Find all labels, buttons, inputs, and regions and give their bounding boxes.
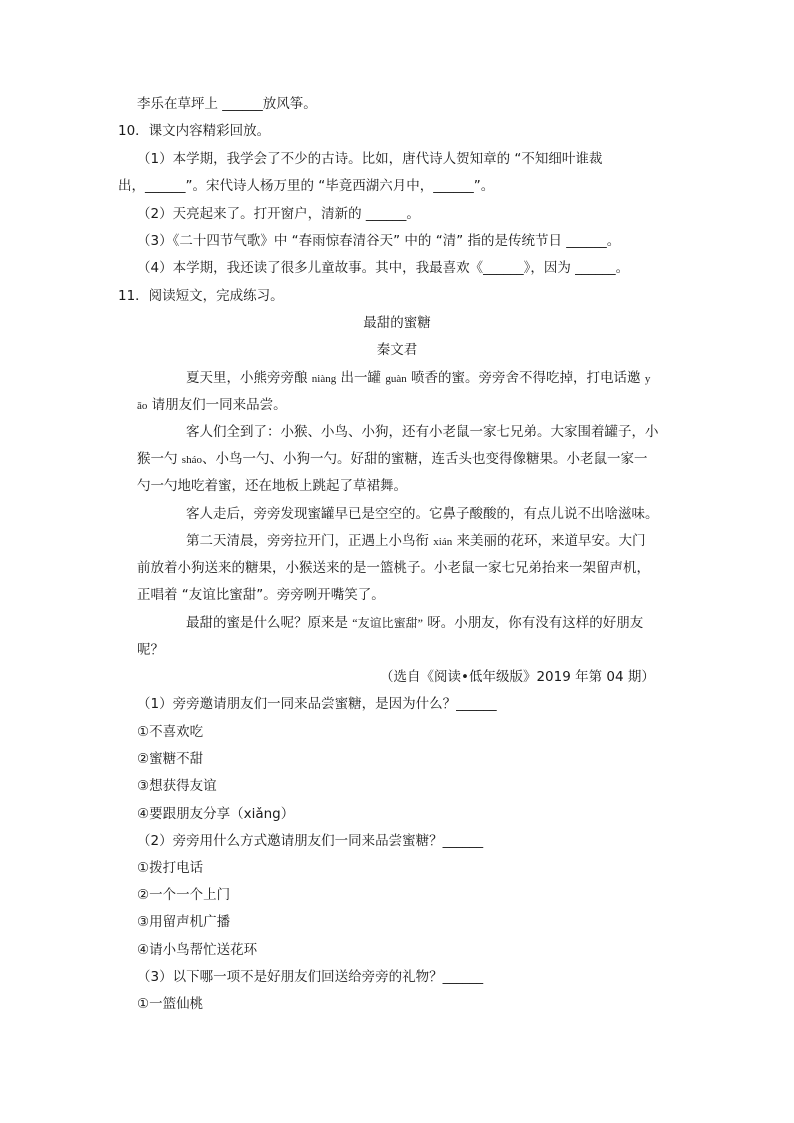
q10-part1-line2: 出，______”。宋代诗人杨万里的 “毕竟西湖六月中，______”。: [118, 178, 495, 194]
sub-question-1: （1）旁旁邀请朋友们一同来品尝蜜糖，是因为什么？______: [137, 696, 497, 712]
passage-title: 最甜的蜜糖: [363, 315, 431, 331]
passage-para5-line2: 呢？: [137, 642, 164, 658]
sub1-option-3: ③想获得友谊: [137, 778, 217, 794]
passage-source: （选自《阅读•低年级版》2019 年第 04 期）: [380, 669, 655, 685]
q10-part3: （3）《二十四节气歌》中 “春雨惊春清谷天” 中的 “清” 指的是传统节日 ______。: [137, 233, 621, 249]
sub2-option-3: ③用留声机广播: [137, 914, 231, 930]
sub3-option-1: ①一篮仙桃: [137, 996, 204, 1012]
passage-para4-line2: 前放着小狗送来的糖果，小猴送来的是一篮桃子。小老鼠一家七兄弟抬来一架留声机，: [137, 560, 650, 576]
pinyin-annotation: guàn: [385, 373, 407, 385]
question-11-heading: 11．阅读短文，完成练习。: [118, 288, 284, 304]
sub2-option-2: ②一个一个上门: [137, 887, 231, 903]
passage-para2-line3: 勺一勺地吃着蜜，还在地板上跳起了草裙舞。: [137, 478, 407, 494]
pinyin-annotation: xián: [433, 536, 453, 548]
passage-para1-line2: āo 请朋友们一同来品尝。: [137, 397, 287, 413]
passage-para4-line1: 第二天清晨，旁旁拉开门，正遇上小鸟衔 xián 来美丽的花环，来道早安。大门: [186, 533, 646, 549]
pinyin-annotation: y: [644, 373, 651, 385]
sub2-option-4: ④请小鸟帮忙送花环: [137, 942, 258, 958]
friendship-quote: “友谊比蜜甜”: [352, 616, 423, 630]
sub-question-2: （2）旁旁用什么方式邀请朋友们一同来品尝蜜糖？______: [137, 833, 484, 849]
sub1-option-2: ②蜜糖不甜: [137, 751, 204, 767]
sub1-option-1: ①不喜欢吃: [137, 724, 204, 740]
passage-para2-line1: 客人们全到了：小猴、小鸟、小狗，还有小老鼠一家七兄弟。大家围着罐子，小: [186, 424, 659, 440]
q10-part4: （4）本学期，我还读了很多儿童故事。其中，我最喜欢《______》，因为 ______。: [137, 260, 630, 276]
sub2-option-1: ①拨打电话: [137, 860, 204, 876]
pinyin-annotation: niàng: [311, 373, 337, 385]
passage-para5-line1: 最甜的蜜是什么呢？原来是 “友谊比蜜甜” 呀。小朋友，你有没有这样的好朋友: [186, 615, 644, 631]
passage-para1-line1: 夏天里，小熊旁旁酿 niàng 出一罐 guàn 喷香的蜜。旁旁舍不得吃掉，打电话邀 y: [186, 370, 651, 386]
pinyin-annotation: āo: [137, 400, 148, 412]
q10-part2: （2）天亮起来了。打开窗户，清新的 ______。: [137, 206, 420, 222]
prev-item-text: 李乐在草坪上 ______放风筝。: [137, 96, 317, 112]
passage-para2-line2: 猴一勺 sháo、小鸟一勺、小狗一勺。好甜的蜜糖，连舌头也变得像糖果。小老鼠一家一: [137, 451, 648, 467]
q10-part1-line1: （1）本学期，我学会了不少的古诗。比如，唐代诗人贺知章的 “不知细叶谁裁: [137, 151, 603, 167]
pinyin-annotation: sháo: [181, 454, 202, 466]
passage-author: 秦文君: [376, 342, 418, 358]
passage-para3: 客人走后，旁旁发现蜜罐早已是空空的。它鼻子酸酸的，有点儿说不出啥滋味。: [186, 506, 659, 522]
sub1-option-4: ④要跟朋友分享（xiǎng）: [137, 806, 295, 822]
sub-question-3: （3）以下哪一项不是好朋友们回送给旁旁的礼物？______: [137, 969, 484, 985]
question-10-heading: 10．课文内容精彩回放。: [118, 123, 271, 139]
passage-para4-line3: 正唱着 “友谊比蜜甜”。旁旁咧开嘴笑了。: [137, 587, 385, 603]
